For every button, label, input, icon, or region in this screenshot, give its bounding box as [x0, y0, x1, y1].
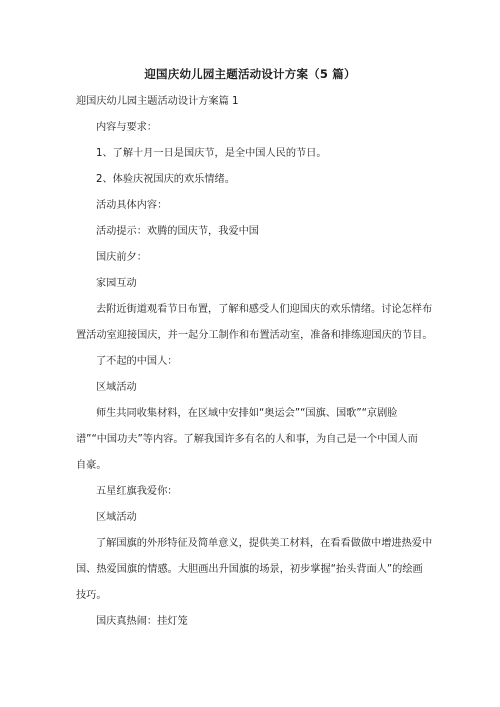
paragraph-line: 区域活动 — [96, 382, 137, 393]
paragraph-line: 活动具体内容： — [96, 200, 168, 211]
paragraph-line: 国、热爱国旗的情感。大胆画出升国旗的场景，初步掌握“抬头背面人”的绘画 — [76, 564, 423, 575]
paragraph-line: 2、体验庆祝国庆的欢乐情绪。 — [96, 174, 235, 185]
paragraph-line: 国庆前夕： — [96, 252, 147, 263]
paragraph-line: 活动提示：欢腾的国庆节，我爱中国 — [96, 226, 259, 237]
paragraph-line: 去附近街道观看节日布置，了解和感受人们迎国庆的欢乐情绪。讨论怎样布 — [96, 304, 433, 315]
paragraph-line: 1、了解十月一日是国庆节，是全中国人民的节日。 — [96, 148, 327, 159]
paragraph-line: 技巧。 — [76, 590, 107, 601]
paragraph-line: 了不起的中国人： — [96, 356, 178, 367]
paragraph-line: 自豪。 — [76, 460, 107, 471]
document-title: 迎国庆幼儿园主题活动设计方案（5 篇） — [144, 67, 356, 81]
paragraph-line: 家园互动 — [96, 278, 137, 289]
paragraph-line: 了解国旗的外形特征及简单意义，提供美工材料，在看看做做中增进热爱中 — [96, 538, 433, 549]
paragraph-line: 国庆真热闹：挂灯笼 — [96, 616, 188, 627]
paragraph-line: 置活动室迎接国庆，并一起分工制作和布置活动室，准备和排练迎国庆的节目。 — [76, 330, 433, 341]
paragraph-line: 五星红旗我爱你： — [96, 486, 178, 497]
paragraph-line: 内容与要求： — [96, 122, 158, 133]
paragraph-line: 区域活动 — [96, 512, 137, 523]
section-heading: 迎国庆幼儿园主题活动设计方案篇 1 — [76, 96, 239, 107]
paragraph-line: 师生共同收集材料，在区域中安排如“奥运会”“国旗、国歌”“京剧脸 — [96, 408, 398, 419]
paragraph-line: 谱”“中国功夫”等内容。了解我国许多有名的人和事，为自己是一个中国人而 — [76, 434, 418, 445]
